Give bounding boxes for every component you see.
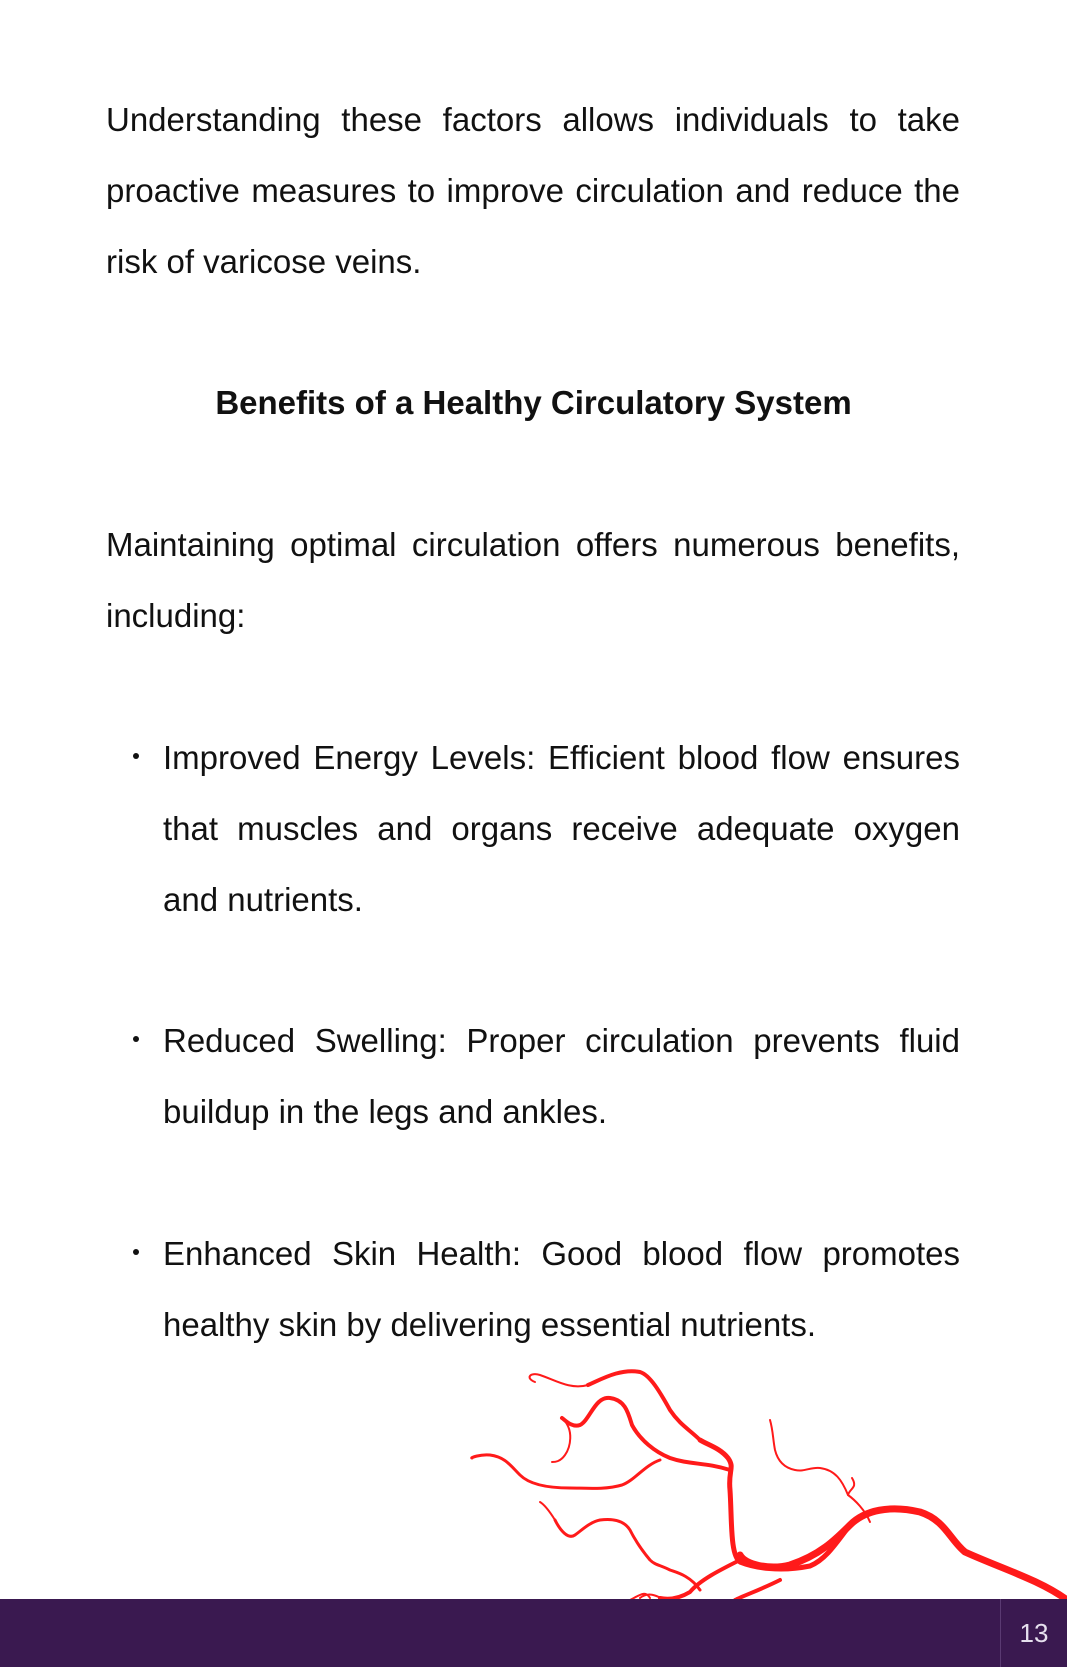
bullet-icon xyxy=(133,753,139,759)
page-number: 13 xyxy=(1000,1599,1067,1667)
bullet-icon xyxy=(133,1036,139,1042)
footer-bar xyxy=(0,1599,1067,1667)
intro-paragraph: Understanding these factors allows individuals to take proactive measures to improve circulation and reduce the risk of varicose veins. xyxy=(106,101,960,280)
list-item xyxy=(163,722,960,935)
benefit-text: Reduced Swelling: Proper circulation prevents fluid buildup in the legs and ankles. xyxy=(163,1022,960,1130)
list-item xyxy=(163,1005,960,1147)
lead-paragraph: Maintaining optimal circulation offers numerous benefits, including: xyxy=(106,526,960,634)
section-heading: Benefits of a Healthy Circulatory System xyxy=(215,384,852,421)
benefit-text: Improved Energy Levels: Efficient blood flow ensures that muscles and organs receive adequate oxygen and nutrients. xyxy=(163,739,960,918)
benefit-text: Enhanced Skin Health: Good blood flow promotes healthy skin by delivering essential nutrients. xyxy=(163,1235,960,1343)
bullet-icon xyxy=(133,1249,139,1255)
list-item xyxy=(163,1218,960,1360)
